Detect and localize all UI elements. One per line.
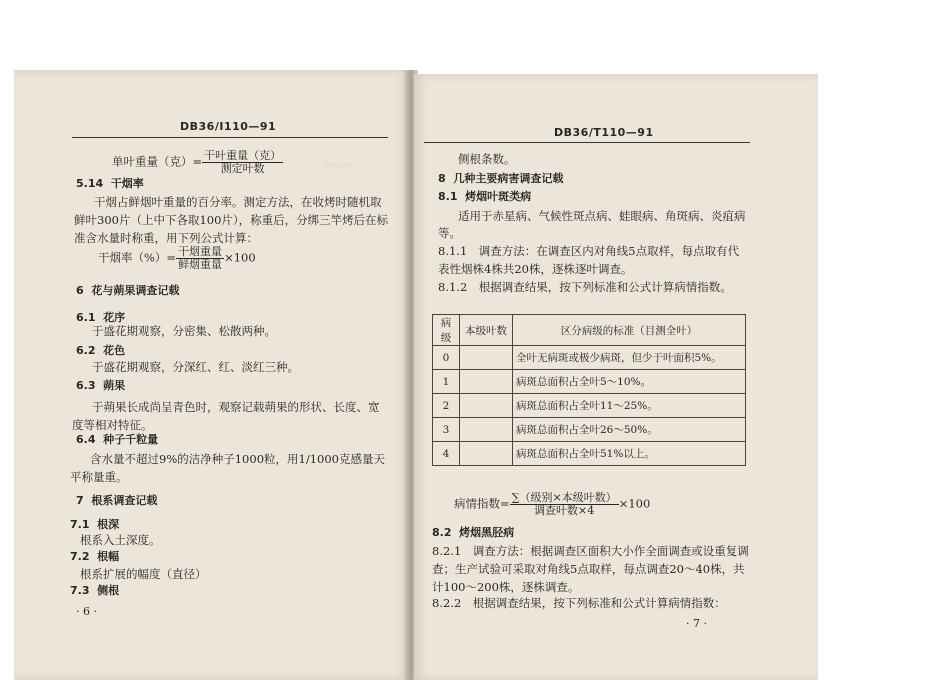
paragraph-line: 干烟占鲜烟叶重量的百分率。测定方法，在收烤时随机取 — [94, 195, 382, 209]
section-8-1-heading: 8.1 烤烟叶斑类病 — [438, 190, 532, 203]
section-6-4-heading: 6.4 种子千粒量 — [76, 433, 159, 446]
criteria-cell: 病斑总面积占全叶5～10%。 — [513, 370, 746, 394]
section-8-2-heading: 8.2 烤烟黑胫病 — [432, 526, 515, 539]
leaf-count-cell — [460, 370, 513, 394]
paragraph-line: 侧根条数。 — [458, 152, 516, 166]
paragraph-line: 于蒴果长成尚呈青色时，观察记载蒴果的形状、长度、宽 — [92, 400, 380, 414]
paragraph-line: 8.1.1 调查方法：在调查区内对角线5点取样，每点取有代 — [438, 244, 740, 258]
page-number: · 6 · — [76, 605, 97, 618]
paragraph-line: 于盛花期观察，分深红、红、淡红三种。 — [92, 360, 299, 374]
criteria-cell: 病斑总面积占全叶51%以上。 — [513, 442, 746, 466]
section-6-1-heading: 6.1 花序 — [76, 311, 126, 324]
grade-cell: 4 — [433, 442, 460, 466]
paragraph-line: 适用于赤星病、气候性斑点病、蛙眼病、角斑病、炎疽病 — [458, 209, 746, 223]
paragraph-line: 表性烟株4株共20株，逐株逐叶调查。 — [438, 262, 633, 276]
disease-grade-table — [432, 314, 746, 466]
leaf-count-cell — [460, 346, 513, 370]
paragraph-line: 计100～200株，逐株调查。 — [432, 580, 580, 594]
paragraph-line: 根系扩展的幅度（直径） — [80, 567, 207, 581]
paragraph-line: 查；生产试验可采取对角线5点取样，每点调查20～40株，共 — [432, 562, 745, 576]
table-row — [433, 394, 746, 418]
dry-tobacco-rate-formula: 干烟率（%）= $\frac{\text{干烟重量}}{\text{鲜烟重量}}$ ×100 — [98, 245, 256, 271]
grade-cell: 3 — [433, 418, 460, 442]
leaf-count-cell — [460, 442, 513, 466]
paragraph-line: 平称量重。 — [70, 470, 128, 484]
section-7-1-heading: 7.1 根深 — [70, 518, 120, 531]
left-page — [14, 70, 410, 680]
criteria-cell: 病斑总面积占全叶11～25%。 — [513, 394, 746, 418]
paragraph-line: 准含水量时称重，用下列公式计算： — [74, 231, 258, 245]
paragraph-line: 度等相对特征。 — [72, 418, 153, 432]
header-rule — [424, 142, 750, 143]
right-page — [414, 74, 818, 680]
table-header-row — [433, 315, 746, 346]
section-8-heading: 8 几种主要病害调查记载 — [438, 172, 564, 185]
paragraph-line: 于盛花期观察，分密集、松散两种。 — [92, 324, 276, 338]
table-row — [433, 370, 746, 394]
section-7-2-heading: 7.2 根幅 — [70, 550, 120, 563]
table-header-cell: 本级叶数 — [460, 315, 513, 346]
grade-cell: 0 — [433, 346, 460, 370]
table-row — [433, 418, 746, 442]
left-page-header: DB36/Ⅰ110—91 — [180, 120, 277, 133]
header-rule — [72, 137, 388, 138]
grade-cell: 1 — [433, 370, 460, 394]
leaf-count-cell — [460, 394, 513, 418]
section-6-2-heading: 6.2 花色 — [76, 344, 126, 357]
section-7-3-heading: 7.3 侧根 — [70, 584, 120, 597]
leaf-count-cell — [460, 418, 513, 442]
table-header-cell: 病级 — [433, 315, 460, 346]
page-number: · 7 · — [686, 617, 707, 630]
section-6-3-heading: 6.3 蒴果 — [76, 379, 126, 392]
paragraph-line: 8.2.2 根据调查结果，按下列标准和公式计算病情指数： — [432, 596, 726, 610]
paragraph-line: 8.1.2 根据调查结果，按下列标准和公式计算病情指数。 — [438, 280, 732, 294]
table-header-cell: 区分病级的标准（目测全叶） — [513, 315, 746, 346]
table-row — [433, 346, 746, 370]
paragraph-line: 等。 — [438, 226, 461, 240]
criteria-cell: 全叶无病斑或极少病斑，但少于叶面积5%。 — [513, 346, 746, 370]
single-leaf-weight-formula: 单叶重量（克）= $\frac{\text{干叶重量（克）}}{\text{测定叶数}}$ — [112, 149, 282, 175]
bleed-through-mark: ▭▭▭ — [324, 160, 353, 171]
table-row — [433, 442, 746, 466]
section-7-heading: 7 根系调查记载 — [76, 494, 158, 507]
right-page-header: DB36/T110—91 — [554, 126, 654, 139]
paragraph-line: 含水量不超过9%的洁净种子1000粒，用1/1000克感量天 — [90, 452, 385, 466]
section-6-heading: 6 花与蒴果调查记载 — [76, 284, 180, 297]
disease-index-formula: 病情指数= $\frac{\text{∑（级别×本级叶数）}}{\text{调查叶数×4}}$ ×100 — [454, 491, 651, 517]
grade-cell: 2 — [433, 394, 460, 418]
section-5-14-heading: 5.14 干烟率 — [76, 177, 144, 190]
paragraph-line: 8.2.1 调查方法：根据调查区面积大小作全面调查或设重复调 — [432, 544, 749, 558]
paragraph-line: 鲜叶300片（上中下各取100片），称重后，分绑三竿烤后在标 — [74, 213, 389, 227]
paragraph-line: 根系入土深度。 — [80, 533, 161, 547]
criteria-cell: 病斑总面积占全叶26～50%。 — [513, 418, 746, 442]
